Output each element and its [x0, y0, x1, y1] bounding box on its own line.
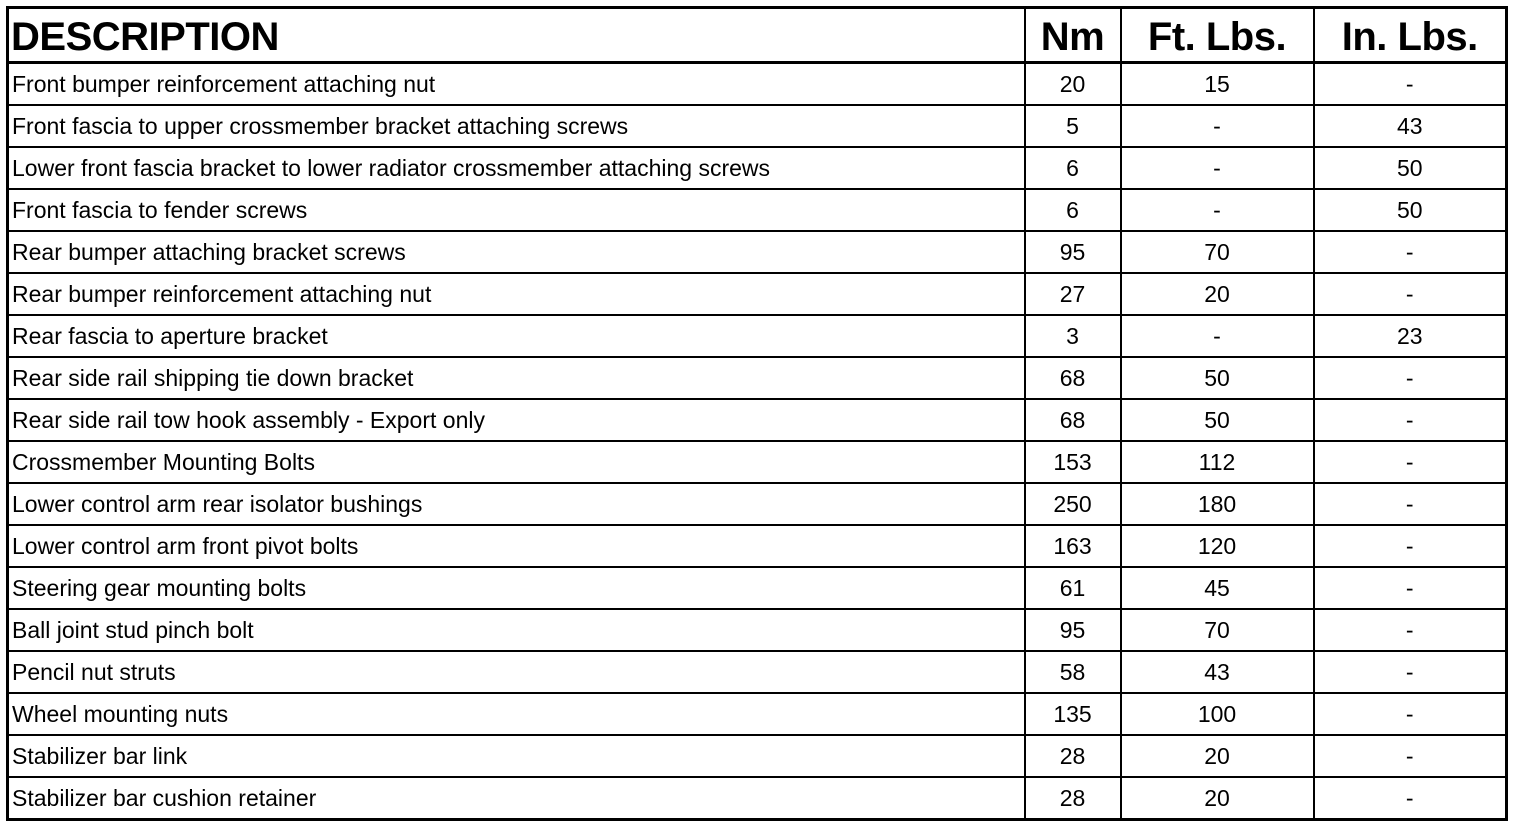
- table-row: [8, 315, 1507, 357]
- cell-ft-lbs: -: [1121, 147, 1314, 189]
- cell-ft-lbs: 112: [1121, 441, 1314, 483]
- cell-in-lbs: -: [1314, 273, 1507, 315]
- cell-nm: 20: [1025, 63, 1121, 106]
- table-row: [8, 399, 1507, 441]
- cell-in-lbs: -: [1314, 777, 1507, 820]
- cell-description: Lower control arm front pivot bolts: [8, 525, 1025, 567]
- cell-nm: 135: [1025, 693, 1121, 735]
- cell-in-lbs: -: [1314, 567, 1507, 609]
- cell-nm: 163: [1025, 525, 1121, 567]
- cell-description: Front fascia to upper crossmember bracket attaching screws: [8, 105, 1025, 147]
- cell-nm: 153: [1025, 441, 1121, 483]
- cell-in-lbs: -: [1314, 483, 1507, 525]
- header-ft-lbs: Ft. Lbs.: [1121, 8, 1314, 63]
- cell-description: Ball joint stud pinch bolt: [8, 609, 1025, 651]
- cell-in-lbs: 50: [1314, 189, 1507, 231]
- cell-nm: 61: [1025, 567, 1121, 609]
- cell-nm: 58: [1025, 651, 1121, 693]
- table-row: [8, 777, 1507, 820]
- table-row: [8, 63, 1507, 106]
- cell-in-lbs: 50: [1314, 147, 1507, 189]
- table-row: [8, 567, 1507, 609]
- cell-ft-lbs: -: [1121, 315, 1314, 357]
- cell-in-lbs: -: [1314, 651, 1507, 693]
- table-body: [8, 63, 1507, 820]
- cell-description: Rear side rail shipping tie down bracket: [8, 357, 1025, 399]
- table-row: [8, 483, 1507, 525]
- table-row: [8, 273, 1507, 315]
- cell-nm: 6: [1025, 147, 1121, 189]
- cell-ft-lbs: 50: [1121, 399, 1314, 441]
- cell-in-lbs: -: [1314, 525, 1507, 567]
- cell-ft-lbs: -: [1121, 105, 1314, 147]
- table-row: [8, 525, 1507, 567]
- table-row: [8, 231, 1507, 273]
- cell-ft-lbs: -: [1121, 189, 1314, 231]
- cell-nm: 250: [1025, 483, 1121, 525]
- cell-nm: 28: [1025, 735, 1121, 777]
- cell-ft-lbs: 100: [1121, 693, 1314, 735]
- cell-description: Wheel mounting nuts: [8, 693, 1025, 735]
- cell-description: Front fascia to fender screws: [8, 189, 1025, 231]
- cell-description: Stabilizer bar link: [8, 735, 1025, 777]
- cell-in-lbs: -: [1314, 231, 1507, 273]
- cell-ft-lbs: 70: [1121, 609, 1314, 651]
- cell-nm: 3: [1025, 315, 1121, 357]
- cell-ft-lbs: 15: [1121, 63, 1314, 106]
- cell-description: Front bumper reinforcement attaching nut: [8, 63, 1025, 106]
- cell-ft-lbs: 20: [1121, 273, 1314, 315]
- cell-nm: 95: [1025, 609, 1121, 651]
- cell-description: Stabilizer bar cushion retainer: [8, 777, 1025, 820]
- cell-description: Rear bumper reinforcement attaching nut: [8, 273, 1025, 315]
- cell-nm: 6: [1025, 189, 1121, 231]
- cell-description: Lower front fascia bracket to lower radiator crossmember attaching screws: [8, 147, 1025, 189]
- table-row: [8, 735, 1507, 777]
- table-row: [8, 357, 1507, 399]
- torque-specifications-table: [6, 6, 1508, 821]
- cell-description: Pencil nut struts: [8, 651, 1025, 693]
- cell-ft-lbs: 45: [1121, 567, 1314, 609]
- cell-nm: 95: [1025, 231, 1121, 273]
- cell-description: Rear fascia to aperture bracket: [8, 315, 1025, 357]
- cell-in-lbs: -: [1314, 735, 1507, 777]
- table-row: [8, 693, 1507, 735]
- header-in-lbs: In. Lbs.: [1314, 8, 1507, 63]
- table-row: [8, 189, 1507, 231]
- cell-in-lbs: -: [1314, 399, 1507, 441]
- cell-ft-lbs: 43: [1121, 651, 1314, 693]
- cell-ft-lbs: 120: [1121, 525, 1314, 567]
- cell-in-lbs: -: [1314, 609, 1507, 651]
- cell-description: Lower control arm rear isolator bushings: [8, 483, 1025, 525]
- cell-ft-lbs: 50: [1121, 357, 1314, 399]
- cell-description: Rear bumper attaching bracket screws: [8, 231, 1025, 273]
- cell-ft-lbs: 70: [1121, 231, 1314, 273]
- cell-description: Rear side rail tow hook assembly - Export only: [8, 399, 1025, 441]
- cell-in-lbs: -: [1314, 357, 1507, 399]
- cell-ft-lbs: 180: [1121, 483, 1314, 525]
- cell-in-lbs: -: [1314, 693, 1507, 735]
- table-row: [8, 105, 1507, 147]
- cell-ft-lbs: 20: [1121, 777, 1314, 820]
- cell-ft-lbs: 20: [1121, 735, 1314, 777]
- cell-nm: 27: [1025, 273, 1121, 315]
- header-nm: Nm: [1025, 8, 1121, 63]
- cell-nm: 68: [1025, 399, 1121, 441]
- cell-nm: 68: [1025, 357, 1121, 399]
- table-row: [8, 609, 1507, 651]
- cell-nm: 28: [1025, 777, 1121, 820]
- table-row: [8, 147, 1507, 189]
- cell-in-lbs: 23: [1314, 315, 1507, 357]
- cell-nm: 5: [1025, 105, 1121, 147]
- header-description: DESCRIPTION: [8, 8, 1025, 63]
- table-header: [8, 8, 1507, 63]
- cell-description: Steering gear mounting bolts: [8, 567, 1025, 609]
- table-row: [8, 441, 1507, 483]
- cell-in-lbs: 43: [1314, 105, 1507, 147]
- cell-in-lbs: -: [1314, 441, 1507, 483]
- cell-description: Crossmember Mounting Bolts: [8, 441, 1025, 483]
- cell-in-lbs: -: [1314, 63, 1507, 106]
- header-row: [8, 8, 1507, 63]
- table-row: [8, 651, 1507, 693]
